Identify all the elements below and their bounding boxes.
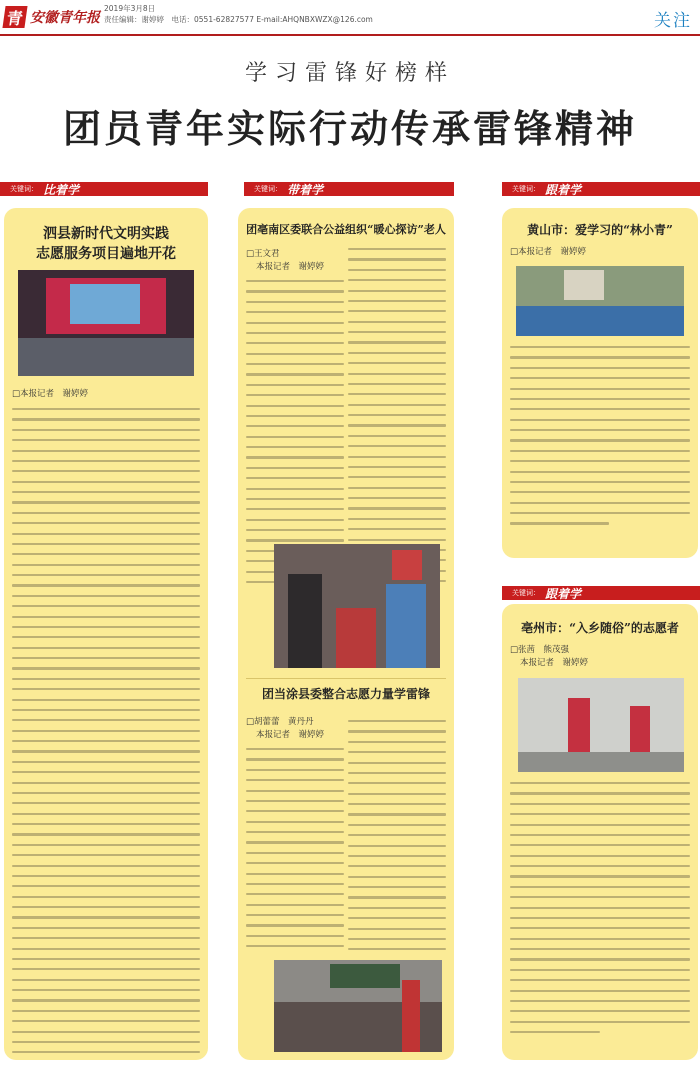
article-title: 黄山市：爱学习的“林小青” [527, 223, 673, 237]
tag-label: 跟着学 [545, 182, 582, 197]
column-tag-left [0, 180, 208, 198]
tag-word: 关键词： [512, 589, 540, 597]
byline-author: □王文君 [246, 249, 280, 259]
article-title [4, 224, 208, 264]
photo-volunteer [630, 706, 650, 752]
section-tag: 关注 [654, 11, 692, 31]
photo-blackboard [330, 964, 400, 988]
photo-board [564, 270, 604, 300]
photo-person [288, 574, 322, 668]
tag-word: 关键词： [512, 185, 540, 193]
byline-author: □胡蕾蕾 黄丹丹 [246, 717, 314, 727]
article-byline [246, 716, 324, 742]
article-body-text [348, 248, 446, 590]
photo-volunteer [402, 980, 420, 1052]
article-byline [510, 644, 588, 670]
tag-label: 比着学 [43, 182, 80, 197]
article-title-line: 志愿服务项目遍地开花 [36, 246, 176, 262]
column-tag-right-top [502, 180, 700, 198]
issue-contact: 责任编辑：谢婷婷 电话：0551-62827577 E-mail:AHQNBXWZX@126.com [104, 15, 373, 24]
article-title: 团亳南区委联合公益组织“暖心探访”老人 [246, 223, 446, 236]
logo-text: 安徽青年报 [30, 10, 100, 26]
article-panel-huangshan [502, 208, 698, 558]
article-photo [516, 266, 684, 336]
article-panel-bozhou [502, 604, 698, 1060]
article-body-text [12, 408, 200, 1060]
page-kicker: 学习雷锋好榜样 [244, 61, 455, 86]
article-divider [246, 678, 446, 679]
issue-meta [104, 3, 373, 25]
photo-screen [70, 284, 140, 324]
article-body-text [510, 782, 690, 1041]
article-photo [18, 270, 194, 376]
photo-audience [18, 338, 194, 376]
article-body-text [246, 748, 344, 956]
tag-label: 带着学 [287, 182, 324, 197]
byline-author: □张茜 熊茂强 [510, 645, 570, 655]
article-photo [274, 544, 440, 668]
logo-mark-icon: 青 [2, 6, 27, 28]
photo-group [516, 306, 684, 336]
column-tag-right-bottom [502, 584, 700, 602]
article-byline [246, 248, 324, 274]
newspaper-logo [4, 4, 100, 30]
tag-word: 关键词： [10, 185, 38, 193]
tag-label: 跟着学 [545, 586, 582, 601]
byline-reporter: 本报记者 谢婷婷 [256, 730, 325, 740]
byline-reporter: 本报记者 谢婷婷 [520, 658, 589, 668]
article-body-text [348, 720, 446, 959]
page-headline: 团员青年实际行动传承雷锋精神 [62, 106, 637, 151]
photo-volunteer [386, 584, 426, 668]
byline-reporter: 本报记者 谢婷婷 [256, 262, 325, 272]
article-title: 团当涂县委整合志愿力量学雷锋 [261, 687, 430, 701]
masthead [0, 0, 700, 36]
article-panel-sixian [4, 208, 208, 1060]
photo-wall-decor [392, 550, 422, 580]
tag-word: 关键词： [254, 185, 282, 193]
article-title-line: 泗县新时代文明实践 [43, 226, 169, 242]
article-title: 亳州市：“入乡随俗”的志愿者 [521, 621, 679, 635]
photo-ground [518, 752, 684, 772]
article-byline: □本报记者 谢婷婷 [12, 389, 89, 399]
article-photo [274, 960, 442, 1052]
article-body-text [510, 346, 690, 533]
photo-child [336, 608, 376, 668]
article-byline: □本报记者 谢婷婷 [510, 247, 587, 257]
article-photo [518, 678, 684, 772]
column-tag-middle [244, 180, 454, 198]
article-panel-middle [238, 208, 454, 1060]
issue-date: 2019年3月8日 [104, 4, 156, 13]
photo-volunteer [568, 698, 590, 752]
